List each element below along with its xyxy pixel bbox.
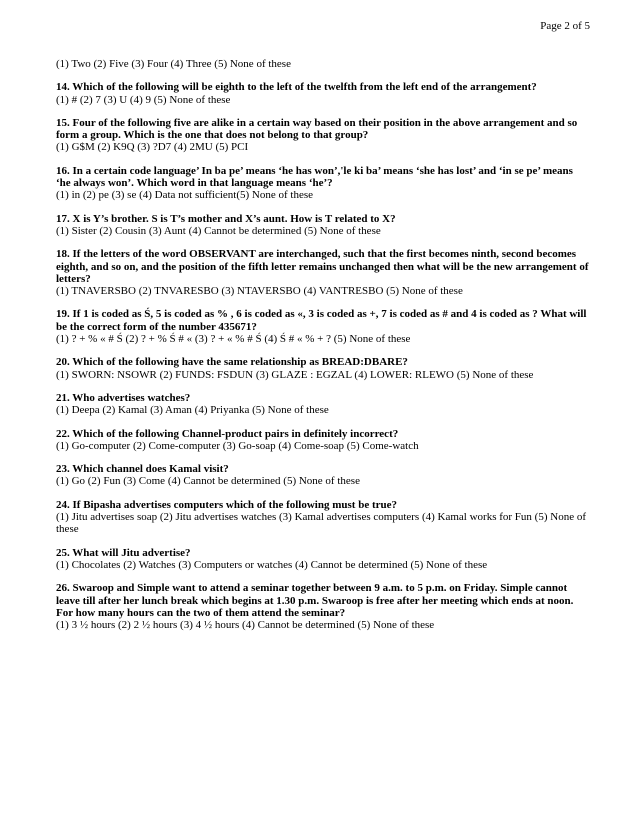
- question-17: [56, 213, 590, 238]
- question-text: 22. Which of the following Channel-product pairs in definitely incorrect?: [56, 427, 399, 440]
- page-number: Page 2 of 5: [540, 20, 590, 32]
- question-text: 25. What will Jitu advertise?: [56, 546, 191, 559]
- question-25: [56, 547, 590, 572]
- question-19: [56, 308, 590, 345]
- question-text: 26. Swaroop and Simple want to attend a seminar together between 9 a.m. to 5 p.m. on Friday. Simple cannot leave till after her lunch break which begins at 1.30 p.m. Swaroop is free after her meeting which ends at noon. For how many hours can the two of them attend the seminar?: [56, 582, 574, 619]
- question-options: (1) Sister (2) Cousin (3) Aunt (4) Cannot be determined (5) None of these: [56, 224, 381, 237]
- question-options: (1) in (2) pe (3) se (4) Data not sufficient(5) None of these: [56, 189, 313, 202]
- question-text: 21. Who advertises watches?: [56, 391, 191, 404]
- question-options: (1) ? + % « # Ś (2) ? + % Ś # « (3) ? + « % # Ś (4) Ś # « % + ? (5) None of these: [56, 333, 411, 346]
- question-text: 24. If Bipasha advertises computers which of the following must be true?: [56, 498, 397, 511]
- question-options: (1) # (2) 7 (3) U (4) 9 (5) None of these: [56, 93, 231, 106]
- question-15: [56, 117, 590, 154]
- question-options: (1) Chocolates (2) Watches (3) Computers or watches (4) Cannot be determined (5) None of these: [56, 558, 488, 571]
- question-text: 16. In a certain code language’ In ba pe’ means ‘he has won’,'le ki ba’ means ‘she has lost’ and ‘in se pe’ means ‘he always won’. Which word in that language means ‘he’?: [56, 164, 573, 190]
- question-options: (1) Go-computer (2) Come-computer (3) Go-soap (4) Come-soap (5) Come-watch: [56, 439, 419, 452]
- question-24: [56, 499, 590, 536]
- question-options: (1) 3 ½ hours (2) 2 ½ hours (3) 4 ½ hours (4) Cannot be determined (5) None of these: [56, 619, 435, 632]
- question-18: [56, 248, 590, 297]
- question-text: 23. Which channel does Kamal visit?: [56, 463, 229, 476]
- previous-question-options: (1) Two (2) Five (3) Four (4) Three (5) None of these: [56, 58, 291, 70]
- question-text: 15. Four of the following five are alike in a certain way based on their position in the above arrangement and so form a group. Which is the one that does not belong to that group?: [56, 116, 578, 142]
- question-options: (1) G$M (2) K9Q (3) ?D7 (4) 2MU (5) PCI: [56, 141, 249, 154]
- question-20: [56, 356, 590, 381]
- question-21: [56, 392, 590, 417]
- question-26: [56, 582, 590, 631]
- question-text: 14. Which of the following will be eighth to the left of the twelfth from the left end of the arrangement?: [56, 81, 537, 94]
- question-16: [56, 165, 590, 202]
- question-options: (1) TNAVERSBO (2) TNVARESBO (3) NTAVERSBO (4) VANTRESBO (5) None of these: [56, 285, 463, 298]
- question-options: (1) Go (2) Fun (3) Come (4) Cannot be determined (5) None of these: [56, 475, 360, 488]
- question-options: (1) Jitu advertises soap (2) Jitu advertises watches (3) Kamal advertises computers (4) Kamal works for Fun (5) None of these: [56, 511, 586, 536]
- question-options: (1) Deepa (2) Kamal (3) Aman (4) Priyanka (5) None of these: [56, 404, 329, 417]
- question-text: 19. If 1 is coded as Ś, 5 is coded as % , 6 is coded as «, 3 is coded as +, 7 is coded as # and 4 is coded as ? What will be the correct form of the number 435671?: [56, 308, 587, 333]
- questions-content: [56, 58, 590, 642]
- question-14: [56, 81, 590, 106]
- question-text: 20. Which of the following have the same relationship as BREAD:DBARE?: [56, 356, 408, 369]
- question-text: 18. If the letters of the word OBSERVANT are interchanged, such that the first becomes ninth, second becomes eighth, and so on, and the position of the fifth letter remains unchanged then what will be the new arrangement of letters?: [56, 248, 589, 285]
- question-22: [56, 428, 590, 453]
- question-options: (1) SWORN: NSOWR (2) FUNDS: FSDUN (3) GLAZE : EGZAL (4) LOWER: RLEWO (5) None of these: [56, 368, 534, 381]
- question-23: [56, 463, 590, 488]
- question-text: 17. X is Y’s brother. S is T’s mother and X’s aunt. How is T related to X?: [56, 212, 396, 225]
